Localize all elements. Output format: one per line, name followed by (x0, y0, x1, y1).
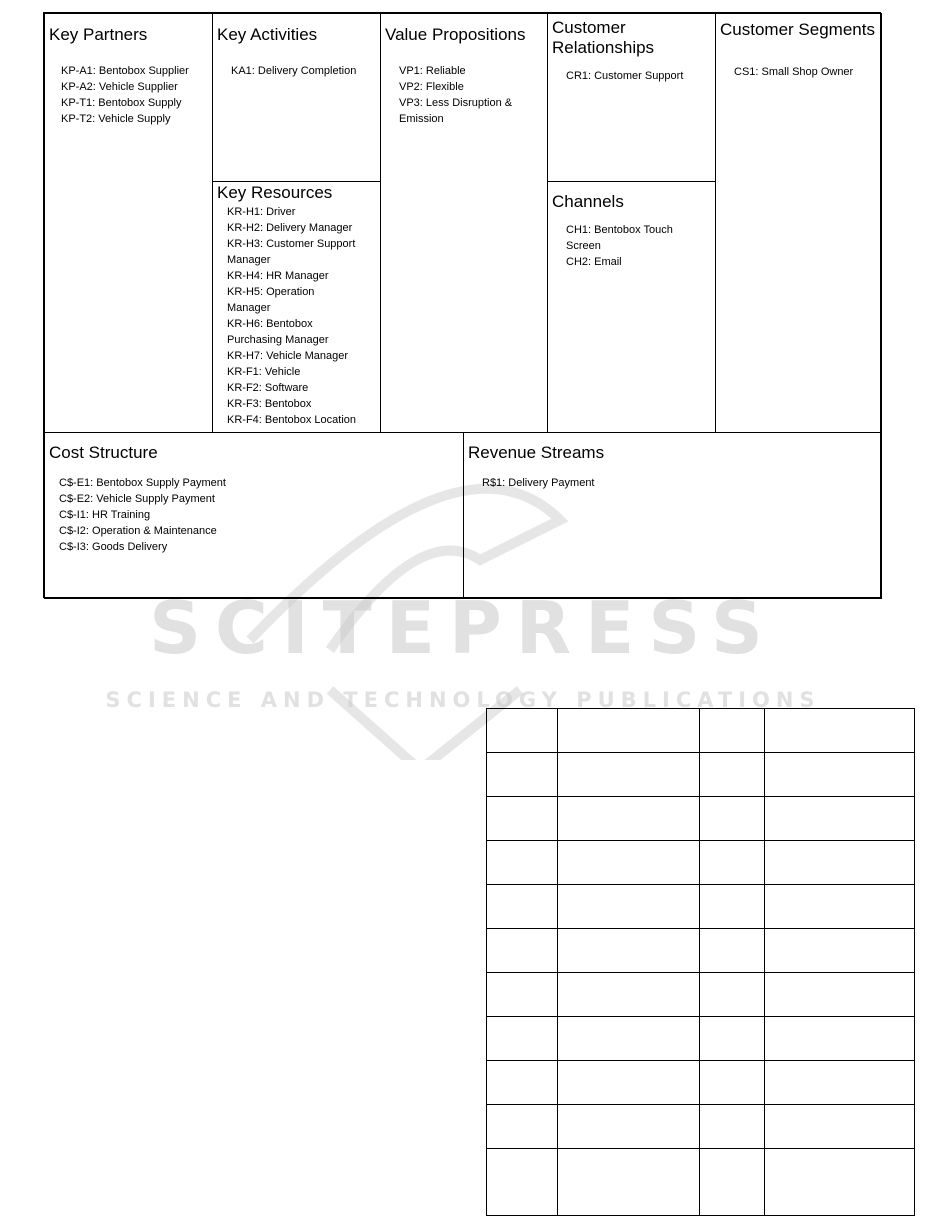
table-cell (487, 885, 558, 929)
list-item: CH1: Bentobox Touch (566, 224, 673, 236)
table-cell (765, 1017, 915, 1061)
revenue-streams-title: Revenue Streams (468, 443, 605, 462)
table-cell (765, 929, 915, 973)
key-resources-cell (212, 181, 381, 433)
channels-title: Channels (552, 192, 624, 211)
value-propositions-list (399, 63, 547, 127)
customer-segments-list (734, 64, 881, 80)
table-cell (700, 1017, 765, 1061)
list-item: CR1: Customer Support (566, 70, 684, 82)
revenue-streams-cell (463, 432, 882, 599)
table-row (487, 797, 915, 841)
key-resources-list (227, 204, 380, 428)
list-item: KR-H3: Customer Support (227, 238, 356, 250)
list-item: C$-I1: HR Training (59, 509, 151, 521)
list-item: Manager (227, 254, 271, 266)
watermark-sub: SCIENCE AND TECHNOLOGY PUBLICATIONS (105, 688, 821, 712)
list-item: R$1: Delivery Payment (482, 477, 595, 489)
table-cell (558, 929, 700, 973)
table-cell (487, 1061, 558, 1105)
table-cell (700, 841, 765, 885)
table-cell (765, 885, 915, 929)
table-cell (487, 797, 558, 841)
table-cell (487, 841, 558, 885)
table-cell (700, 885, 765, 929)
key-activities-title: Key Activities (217, 25, 318, 44)
table-cell (558, 973, 700, 1017)
cost-structure-title: Cost Structure (49, 443, 158, 462)
table-cell (487, 973, 558, 1017)
list-item: KP-A2: Vehicle Supplier (61, 81, 178, 93)
table-cell (558, 1149, 700, 1216)
table-cell (700, 753, 765, 797)
table-cell (558, 1105, 700, 1149)
table-row (487, 885, 915, 929)
list-item: KR-H1: Driver (227, 206, 296, 218)
customer-segments-cell (715, 13, 882, 433)
table-cell (700, 797, 765, 841)
list-item: KR-H2: Delivery Manager (227, 222, 353, 234)
channels-cell (547, 181, 716, 433)
table-cell (765, 973, 915, 1017)
revenue-streams-list (482, 475, 881, 491)
table-row (487, 1017, 915, 1061)
cost-structure-list (59, 475, 463, 555)
list-item: KP-T1: Bentobox Supply (61, 97, 182, 109)
table-cell (765, 797, 915, 841)
table-cell (558, 885, 700, 929)
table-row (487, 709, 915, 753)
table-cell (558, 1017, 700, 1061)
list-item: VP1: Reliable (399, 65, 466, 77)
table-cell (558, 797, 700, 841)
cost-structure-cell (44, 432, 464, 599)
list-item: KR-H6: Bentobox (227, 318, 313, 330)
table-cell (700, 973, 765, 1017)
table-cell (487, 1105, 558, 1149)
table-cell (487, 1017, 558, 1061)
value-propositions-title: Value Propositions (385, 25, 526, 44)
table-cell (765, 1149, 915, 1216)
list-item: VP3: Less Disruption & (399, 97, 513, 109)
key-activities-cell (212, 13, 381, 182)
table-row (487, 1061, 915, 1105)
table-cell (765, 753, 915, 797)
key-partners-cell (44, 13, 213, 433)
table-cell (558, 1061, 700, 1105)
list-item: Emission (399, 113, 444, 125)
table-row (487, 841, 915, 885)
key-resources-title: Key Resources (217, 183, 333, 202)
table-cell (558, 753, 700, 797)
list-item: KA1: Delivery Completion (231, 65, 357, 77)
customer-relationships-title: Customer Relationships (552, 18, 655, 57)
list-item: KR-F3: Bentobox (227, 398, 312, 410)
list-item: Manager (227, 302, 271, 314)
table-cell (558, 709, 700, 753)
customer-relationships-list (566, 68, 715, 84)
key-activities-list (231, 63, 380, 79)
table-cell (487, 1149, 558, 1216)
table-row (487, 1149, 915, 1216)
list-item: Screen (566, 240, 601, 252)
empty-table (486, 708, 915, 1216)
channels-list (566, 222, 715, 270)
table-row (487, 1105, 915, 1149)
table-cell (700, 1061, 765, 1105)
list-item: C$-E2: Vehicle Supply Payment (59, 493, 215, 505)
list-item: C$-I3: Goods Delivery (59, 541, 168, 553)
table-cell (487, 753, 558, 797)
table-row (487, 929, 915, 973)
empty-table-body (487, 709, 915, 1216)
list-item: KR-F4: Bentobox Location (227, 414, 357, 426)
table-cell (765, 1061, 915, 1105)
list-item: C$-I2: Operation & Maintenance (59, 525, 217, 537)
list-item: KP-T2: Vehicle Supply (61, 113, 171, 125)
customer-segments-title: Customer Segments (720, 20, 875, 39)
table-cell (765, 841, 915, 885)
table-cell (700, 929, 765, 973)
key-partners-title: Key Partners (49, 25, 148, 44)
list-item: KR-H7: Vehicle Manager (227, 350, 349, 362)
list-item: CH2: Email (566, 256, 622, 268)
list-item: KP-A1: Bentobox Supplier (61, 65, 189, 77)
key-partners-list (61, 63, 212, 127)
table-cell (700, 1105, 765, 1149)
table-cell (765, 709, 915, 753)
table-row (487, 753, 915, 797)
table-cell (558, 841, 700, 885)
list-item: VP2: Flexible (399, 81, 464, 93)
table-cell (700, 709, 765, 753)
table-cell (487, 929, 558, 973)
list-item: KR-H5: Operation (227, 286, 315, 298)
list-item: Purchasing Manager (227, 334, 329, 346)
table-cell (700, 1149, 765, 1216)
list-item: KR-H4: HR Manager (227, 270, 329, 282)
list-item: KR-F2: Software (227, 382, 309, 394)
list-item: CS1: Small Shop Owner (734, 66, 854, 78)
table-cell (487, 709, 558, 753)
value-propositions-cell (380, 13, 548, 433)
list-item: C$-E1: Bentobox Supply Payment (59, 477, 226, 489)
watermark-main: SCITEPRESS (149, 586, 777, 670)
table-cell (765, 1105, 915, 1149)
list-item: KR-F1: Vehicle (227, 366, 301, 378)
business-model-canvas (43, 12, 881, 598)
customer-relationships-cell (547, 13, 716, 182)
table-row (487, 973, 915, 1017)
